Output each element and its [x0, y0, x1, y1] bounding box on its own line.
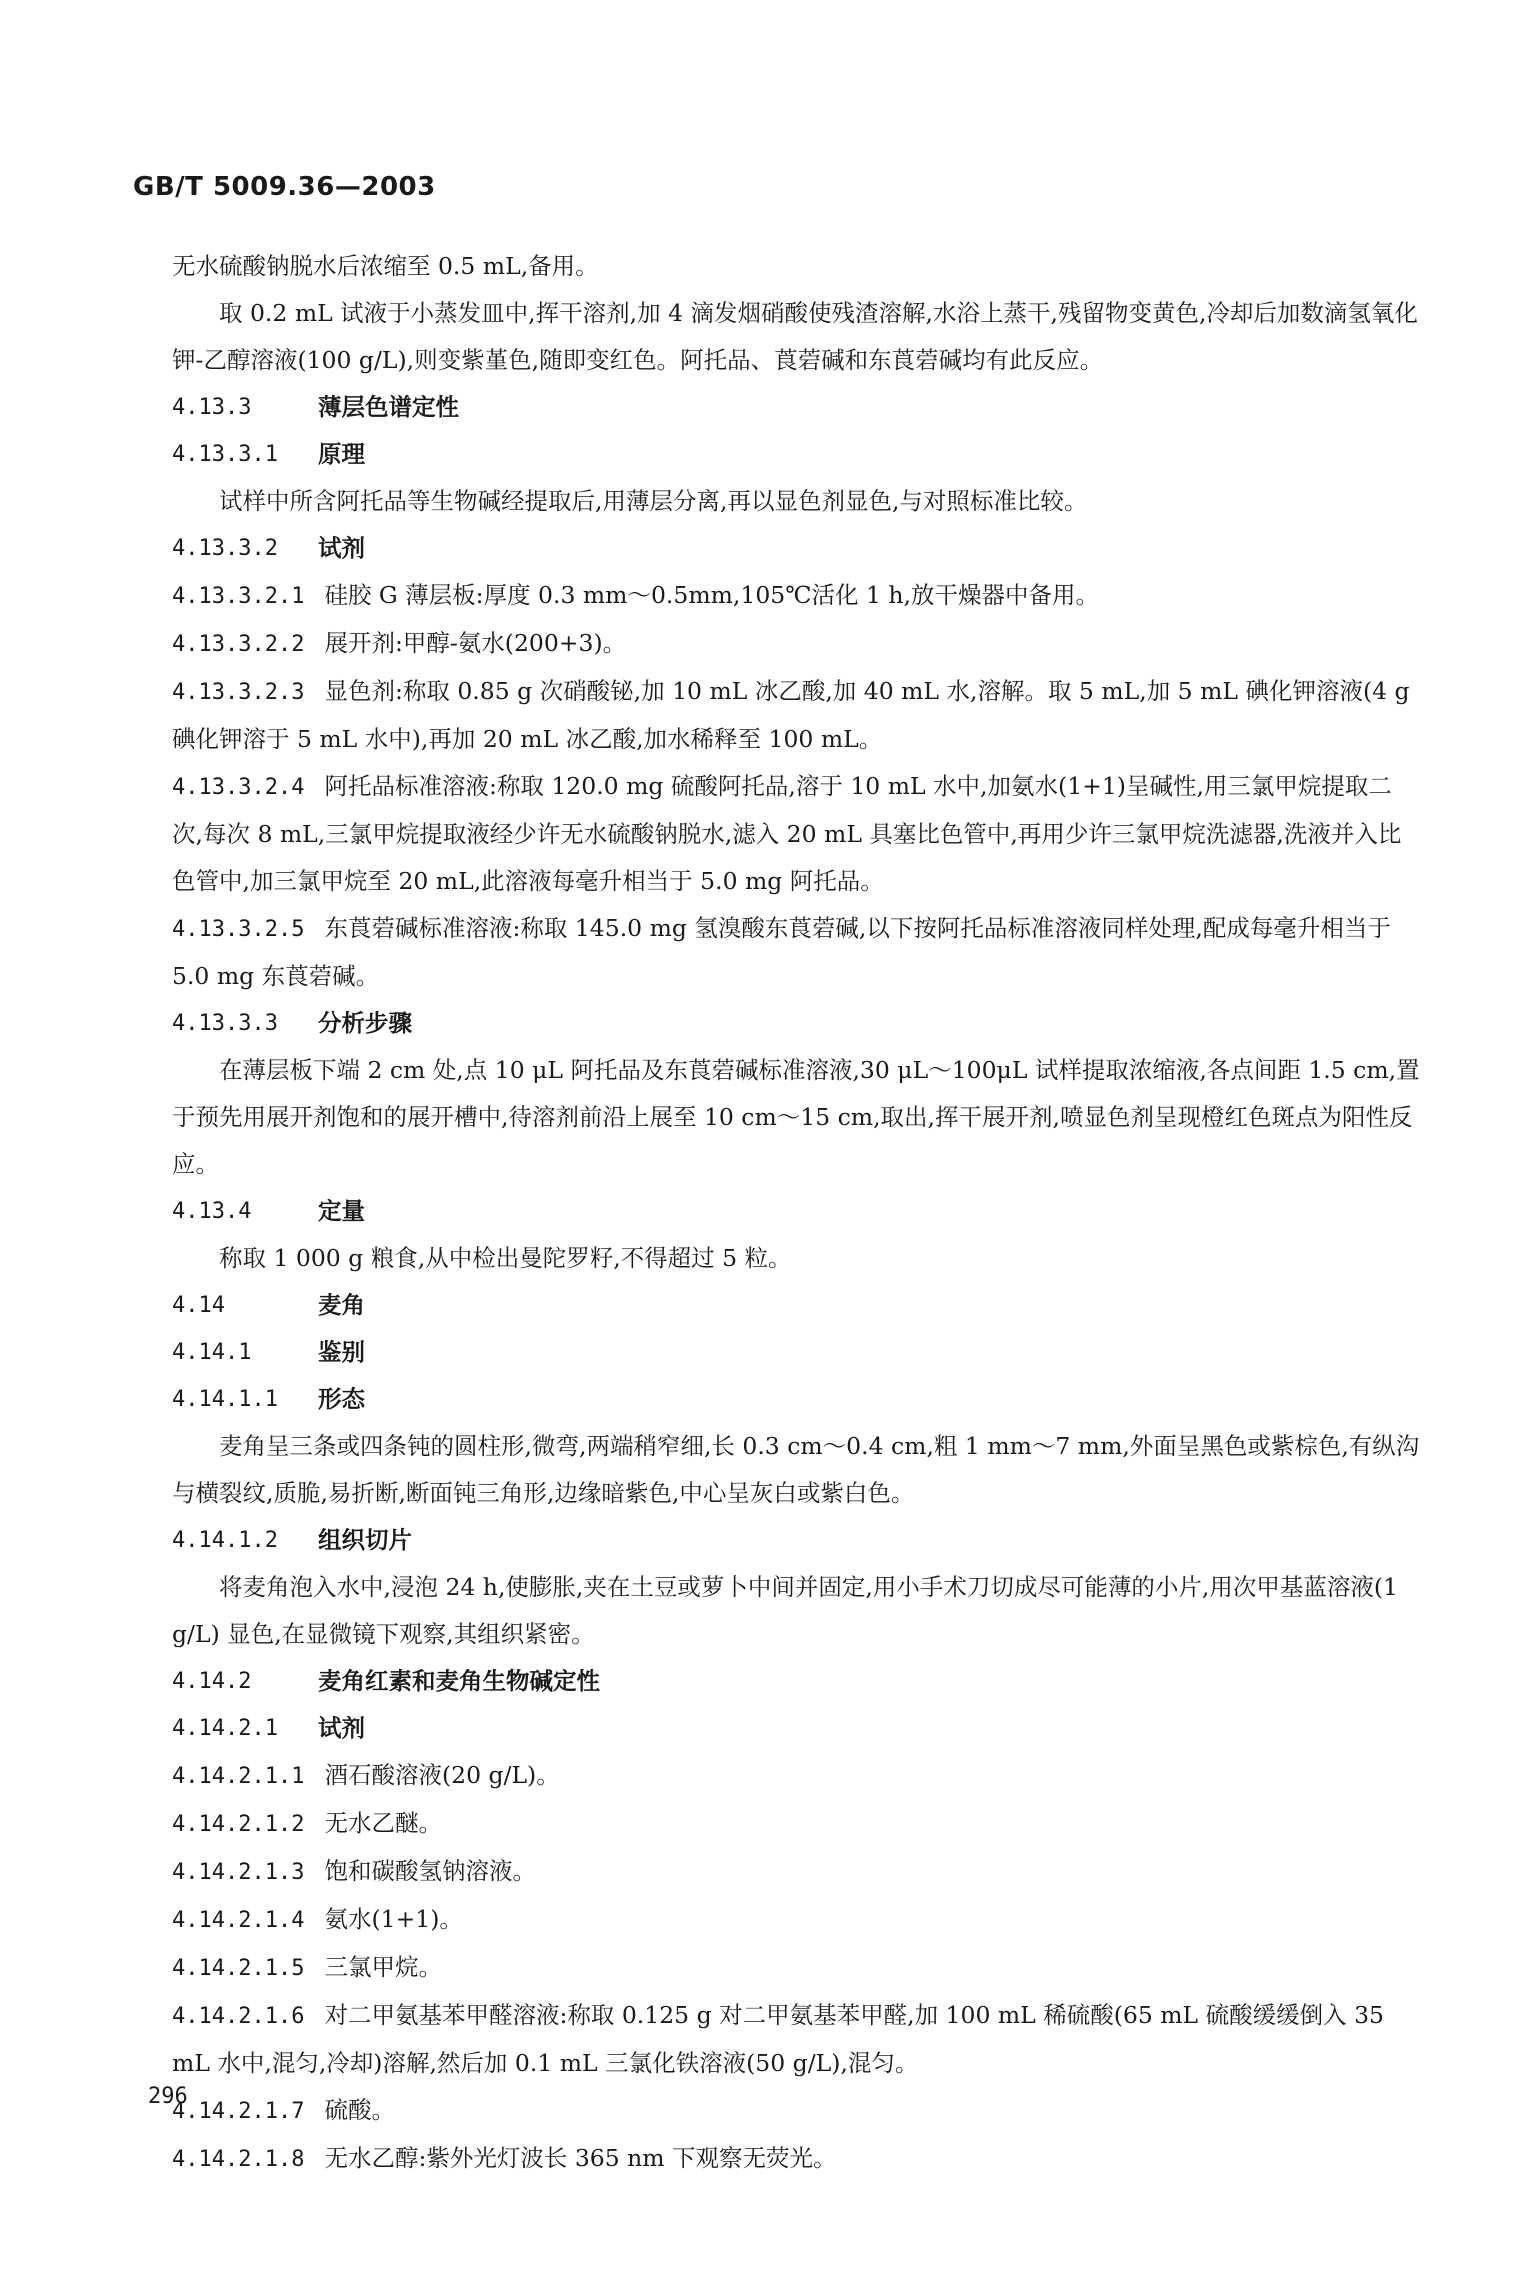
section-number: 4.14 — [172, 1293, 225, 1318]
paragraph: 无水硫酸钠脱水后浓缩至 0.5 mL,备用。 — [172, 252, 599, 280]
section-title: 试剂 — [318, 534, 365, 562]
section-number: 4.14.2.1 — [172, 1716, 278, 1741]
section-heading — [172, 1329, 1422, 1376]
section-title: 组织切片 — [318, 1526, 412, 1554]
numbered-clause — [172, 1944, 1422, 1992]
section-heading — [172, 1000, 1422, 1047]
section-heading — [172, 1376, 1422, 1423]
clause-text: 硅胶 G 薄层板:厚度 0.3 mm～0.5mm,105℃活化 1 h,放干燥器中备用。 — [324, 581, 1100, 609]
section-title: 定量 — [318, 1197, 365, 1225]
clause-text: 无水乙醚。 — [324, 1809, 442, 1837]
section-number: 4.14.2 — [172, 1669, 252, 1694]
standard-code: GB/T 5009.36—2003 — [133, 172, 436, 202]
section-heading — [172, 525, 1422, 572]
clause-text: 展开剂:甲醇-氨水(200+3)。 — [324, 629, 627, 657]
clause-number: 4.13.3.2.5 — [172, 917, 305, 942]
section-title: 形态 — [318, 1385, 365, 1413]
section-title: 原理 — [318, 440, 365, 468]
clause-number: 4.14.2.1.2 — [172, 1812, 305, 1837]
clause-number: 4.13.3.2.2 — [172, 632, 305, 657]
paragraph: 试样中所含阿托品等生物碱经提取后,用薄层分离,再以显色剂显色,与对照标准比较。 — [219, 487, 1088, 515]
page-number: 296 — [148, 2084, 188, 2109]
numbered-clause — [172, 2135, 1422, 2183]
numbered-clause — [172, 905, 1422, 1000]
section-number: 4.13.3.2 — [172, 536, 278, 561]
section-heading — [172, 1658, 1422, 1705]
section-title: 鉴别 — [318, 1338, 365, 1366]
clause-text: 显色剂:称取 0.85 g 次硝酸铋,加 10 mL 冰乙酸,加 40 mL 水,溶解。取 5 mL,加 5 mL 碘化钾溶液(4 g 碘化钾溶于 5 mL 水中),再加 20 mL 冰乙酸,加水稀释至 100 mL。 — [172, 677, 1410, 753]
section-number: 4.13.4 — [172, 1199, 252, 1224]
numbered-clause — [172, 1992, 1422, 2087]
numbered-clause — [172, 1848, 1422, 1896]
section-title: 麦角 — [318, 1291, 365, 1319]
clause-number: 4.14.2.1.1 — [172, 1764, 305, 1789]
section-heading — [172, 1282, 1422, 1329]
document-body — [172, 243, 1422, 2183]
numbered-clause — [172, 620, 1422, 668]
clause-text: 酒石酸溶液(20 g/L)。 — [324, 1761, 560, 1789]
numbered-clause — [172, 572, 1422, 620]
section-number: 4.14.1.2 — [172, 1528, 278, 1553]
clause-number: 4.13.3.2.1 — [172, 584, 305, 609]
clause-text: 东莨菪碱标准溶液:称取 145.0 mg 氢溴酸东莨菪碱,以下按阿托品标准溶液同样处理,配成每毫升相当于 5.0 mg 东莨菪碱。 — [172, 914, 1391, 990]
paragraph: 称取 1 000 g 粮食,从中检出曼陀罗籽,不得超过 5 粒。 — [219, 1244, 792, 1272]
clause-text: 硫酸。 — [324, 2096, 395, 2124]
clause-text: 三氯甲烷。 — [324, 1953, 442, 1981]
clause-number: 4.14.2.1.4 — [172, 1908, 305, 1933]
section-number: 4.13.3 — [172, 395, 252, 420]
clause-text: 氨水(1+1)。 — [324, 1905, 463, 1933]
paragraph: 取 0.2 mL 试液于小蒸发皿中,挥干溶剂,加 4 滴发烟硝酸使残渣溶解,水浴上蒸干,残留物变黄色,冷却后加数滴氢氧化钾-乙醇溶液(100 g/L),则变紫堇色,随即变红色。阿托品、莨菪碱和东莨菪碱均有此反应。 — [172, 299, 1418, 374]
section-title: 麦角红素和麦角生物碱定性 — [318, 1667, 600, 1695]
clause-text: 对二甲氨基苯甲醛溶液:称取 0.125 g 对二甲氨基苯甲醛,加 100 mL 稀硫酸(65 mL 硫酸缓缓倒入 35 mL 水中,混匀,冷却)溶解,然后加 0.1 mL 三氯化铁溶液(50 g/L),混匀。 — [172, 2001, 1384, 2077]
clause-text: 饱和碳酸氢钠溶液。 — [324, 1857, 536, 1885]
clause-number: 4.13.3.2.3 — [172, 680, 305, 705]
paragraph: 麦角呈三条或四条钝的圆柱形,微弯,两端稍窄细,长 0.3 cm～0.4 cm,粗 1 mm～7 mm,外面呈黑色或紫棕色,有纵沟与横裂纹,质脆,易折断,断面钝三角形,边缘暗紫色,中心呈灰白或紫白色。 — [172, 1432, 1420, 1507]
clause-text: 阿托品标准溶液:称取 120.0 mg 硫酸阿托品,溶于 10 mL 水中,加氨水(1+1)呈碱性,用三氯甲烷提取二次,每次 8 mL,三氯甲烷提取液经少许无水硫酸钠脱水,滤入 20 mL 具塞比色管中,再用少许三氯甲烷洗滤器,洗液并入比色管中,加三氯甲烷至 20 mL,此溶液每毫升相当于 5.0 mg 阿托品。 — [172, 772, 1402, 895]
section-title: 薄层色谱定性 — [318, 393, 459, 421]
section-heading — [172, 1705, 1422, 1752]
section-heading — [172, 1188, 1422, 1235]
section-number: 4.14.1 — [172, 1340, 252, 1365]
clause-number: 4.13.3.2.4 — [172, 775, 305, 800]
section-number: 4.14.1.1 — [172, 1387, 278, 1412]
section-title: 试剂 — [318, 1714, 365, 1742]
clause-number: 4.14.2.1.3 — [172, 1860, 305, 1885]
section-heading — [172, 1517, 1422, 1564]
clause-number: 4.14.2.1.8 — [172, 2147, 305, 2172]
clause-text: 无水乙醇:紫外光灯波长 365 nm 下观察无荧光。 — [324, 2144, 837, 2172]
numbered-clause — [172, 1800, 1422, 1848]
paragraph: 将麦角泡入水中,浸泡 24 h,使膨胀,夹在土豆或萝卜中间并固定,用小手术刀切成尽可能薄的小片,用次甲基蓝溶液(1 g/L) 显色,在显微镜下观察,其组织紧密。 — [172, 1573, 1398, 1648]
clause-number: 4.14.2.1.6 — [172, 2004, 305, 2029]
section-heading — [172, 431, 1422, 478]
numbered-clause — [172, 1752, 1422, 1800]
section-title: 分析步骤 — [318, 1009, 412, 1037]
clause-number: 4.14.2.1.7 — [172, 2099, 305, 2124]
clause-number: 4.14.2.1.5 — [172, 1956, 305, 1981]
numbered-clause — [172, 668, 1422, 763]
section-number: 4.13.3.3 — [172, 1011, 278, 1036]
section-heading — [172, 384, 1422, 431]
numbered-clause — [172, 1896, 1422, 1944]
section-number: 4.13.3.1 — [172, 442, 278, 467]
numbered-clause — [172, 2087, 1422, 2135]
numbered-clause — [172, 763, 1422, 905]
paragraph: 在薄层板下端 2 cm 处,点 10 μL 阿托品及东莨菪碱标准溶液,30 μL～100μL 试样提取浓缩液,各点间距 1.5 cm,置于预先用展开剂饱和的展开槽中,待溶剂前沿上展至 10 cm～15 cm,取出,挥干展开剂,喷显色剂呈现橙红色斑点为阳性反应。 — [172, 1056, 1420, 1178]
